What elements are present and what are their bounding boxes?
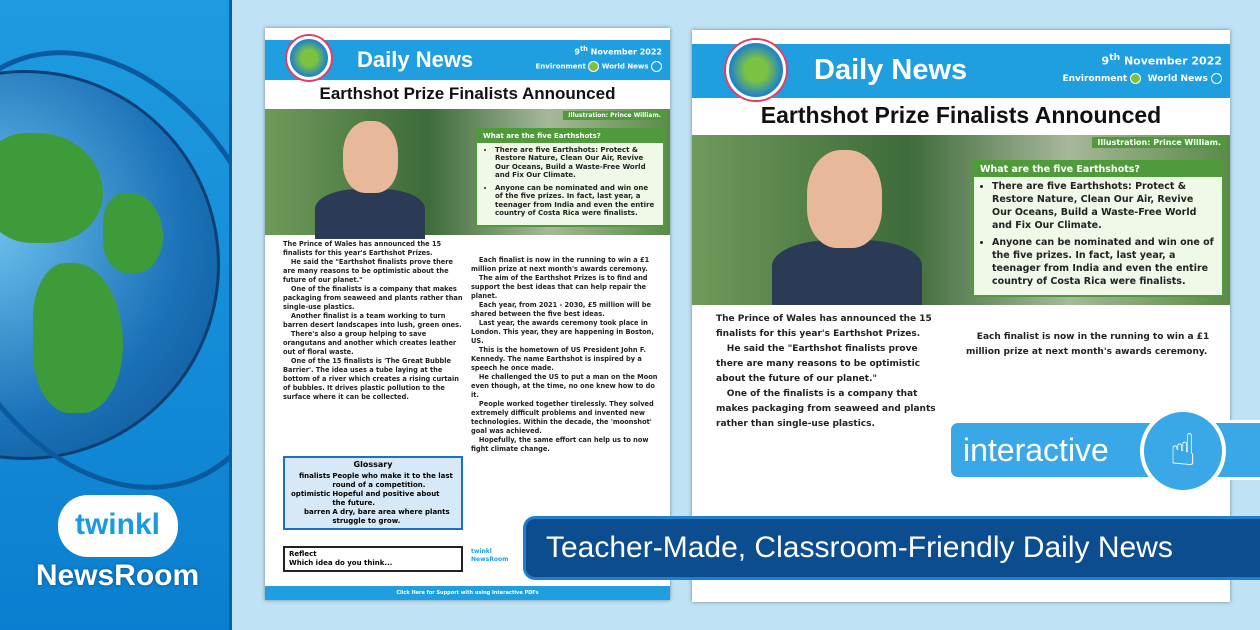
text: The aim of the Earthshot Prizes is to find and support the best ideas that can help repair the planet. xyxy=(471,274,648,300)
environment-icon xyxy=(588,61,599,72)
text: People who make it to the last round of a competition. xyxy=(332,472,453,489)
footer-logo xyxy=(471,548,508,564)
tap-hand-icon: ☝ xyxy=(1140,408,1226,494)
tags xyxy=(536,61,662,72)
info-item: • There are five Earthshots: Protect & Restore Nature, Clean Our Air, Revive Our Oceans, Build a Waste-Free World and Fix Our Climate. xyxy=(495,146,657,180)
text: th xyxy=(1109,52,1121,63)
date xyxy=(1102,52,1222,68)
text: Another finalist is a team working to turn barren desert landscapes into lush, green ones. xyxy=(283,312,462,329)
info-item: • There are five Earthshots: Protect & Restore Nature, Clean Our Air, Revive Our Oceans, Build a Waste-Free World and Fix Our Climate. xyxy=(992,180,1216,232)
tags xyxy=(1063,73,1223,84)
support-link[interactable]: Click Here for Support with using Interactive PDFs xyxy=(265,586,670,600)
text: One of the finalists is a company that makes packaging from seaweed and plants rather than single-use plastics. xyxy=(283,285,463,311)
reflect-box xyxy=(283,546,463,572)
interactive-badge: interactive xyxy=(948,420,1260,480)
masthead-title: Daily News xyxy=(357,47,474,72)
text: He challenged the US to put a man on the Moon even though, at the time, no one knew how to do it. xyxy=(471,373,658,399)
text: The Prince of Wales has announced the 15 finalists for this year's Earthshot Prizes. xyxy=(283,240,442,257)
masthead xyxy=(265,40,670,80)
text: November 2022 xyxy=(587,47,662,57)
reflect-title: Reflect xyxy=(289,550,317,558)
globe-logo-icon xyxy=(287,36,331,80)
date xyxy=(574,45,662,57)
text: People worked together tirelessly. They solved extremely difficult problems and invented new technologies. Within the decade, the 'moonshot' goal was achieved. xyxy=(471,400,654,435)
promo-banner: Teacher-Made, Classroom-Friendly Daily News xyxy=(523,516,1260,580)
info-item: • Anyone can be nominated and win one of the five prizes. In fact, last year, a teenager from India and even the entire country of Costa Rica were finalists. xyxy=(992,236,1216,288)
glossary-title: Glossary xyxy=(353,460,393,469)
logo-twinkl: twinkl xyxy=(58,495,178,557)
illustration-caption: Illustration: Prince William. xyxy=(1092,137,1226,148)
text: The Prince of Wales has announced the 15 finalists for this year's Earthshot Prizes. xyxy=(716,314,932,339)
globe-logo-icon xyxy=(726,40,786,100)
text: One of the 15 finalists is 'The Great Bubble Barrier'. The idea uses a tube laying at the bottom of a river which creates a rising curtain of bubbles. It drives plastic pollution to the surface where it can be collected. xyxy=(283,357,459,401)
article-column-2 xyxy=(471,256,663,454)
masthead-title: Daily News xyxy=(814,54,968,86)
info-box-title: What are the five Earthshots? xyxy=(477,130,663,143)
text: Each finalist is now in the running to win a £1 million prize at next month's awards ceremony. xyxy=(966,332,1210,357)
text: Each year, from 2021 - 2030, £5 million will be shared between the five best ideas. xyxy=(471,301,651,318)
text: 9 xyxy=(574,47,580,57)
glossary-box xyxy=(283,456,463,530)
text: A dry, bare area where plants struggle to grow. xyxy=(332,508,450,525)
orbit-ring xyxy=(0,0,232,548)
text: Environment xyxy=(535,62,586,71)
world-news-icon xyxy=(651,61,662,72)
text: He said the "Earthshot finalists prove there are many reasons to be optimistic about the future of our planet." xyxy=(283,258,453,284)
text: Hopefully, the same effort can help us to now fight climate change. xyxy=(471,436,649,453)
text: optimistic xyxy=(291,490,331,498)
text: finalists xyxy=(298,472,331,480)
newspaper-page-preview-small xyxy=(265,28,670,600)
text: There's also a group helping to save orangutans and another which creates leather out of floral waste. xyxy=(283,330,457,356)
text: Hopeful and positive about the future. xyxy=(332,490,440,507)
world-news-icon xyxy=(1211,73,1222,84)
earthshots-info-box xyxy=(475,128,665,227)
text: NewsRoom xyxy=(471,556,509,563)
text: This is the hometown of US President John F. Kennedy. The name Earthshot is inspired by a speech he once made. xyxy=(471,346,646,372)
environment-icon xyxy=(1130,73,1141,84)
text: 9 xyxy=(1101,54,1110,68)
brand-panel xyxy=(0,0,232,630)
info-item: • Anyone can be nominated and win one of the five prizes. In fact, last year, a teenager from India and even the entire country of Costa Rica were finalists. xyxy=(495,184,657,218)
headline: Earthshot Prize Finalists Announced xyxy=(760,102,1162,128)
text: th xyxy=(579,45,588,53)
text: barren xyxy=(303,508,331,516)
article-column-2 xyxy=(966,330,1211,360)
masthead xyxy=(692,44,1230,98)
twinkl-newsroom-logo xyxy=(30,495,205,593)
article-column-1 xyxy=(716,312,941,432)
reflect-question: Which idea do you think... xyxy=(289,559,393,567)
text: One of the finalists is a company that makes packaging from seaweed and plants rather than single-use plastics. xyxy=(716,389,936,429)
text: World News xyxy=(1147,74,1208,84)
text: Environment xyxy=(1062,74,1128,84)
text: Last year, the awards ceremony took place in London. This year, they are happening in Boston, US. xyxy=(471,319,654,345)
text: He said the "Earthshot finalists prove there are many reasons to be optimistic about the future of our planet." xyxy=(716,344,921,384)
illustration-caption: Illustration: Prince William. xyxy=(563,111,666,120)
headline: Earthshot Prize Finalists Announced xyxy=(319,84,616,103)
info-box-title: What are the five Earthshots? xyxy=(974,162,1222,177)
text: World News xyxy=(601,62,649,71)
text: November 2022 xyxy=(1120,54,1222,68)
text: twinkl xyxy=(471,548,492,555)
text: Each finalist is now in the running to win a £1 million prize at next month's awards ceremony. xyxy=(471,256,650,273)
article-column-1 xyxy=(283,240,465,402)
earthshots-info-box xyxy=(972,160,1224,297)
logo-newsroom: NewsRoom xyxy=(35,559,200,592)
